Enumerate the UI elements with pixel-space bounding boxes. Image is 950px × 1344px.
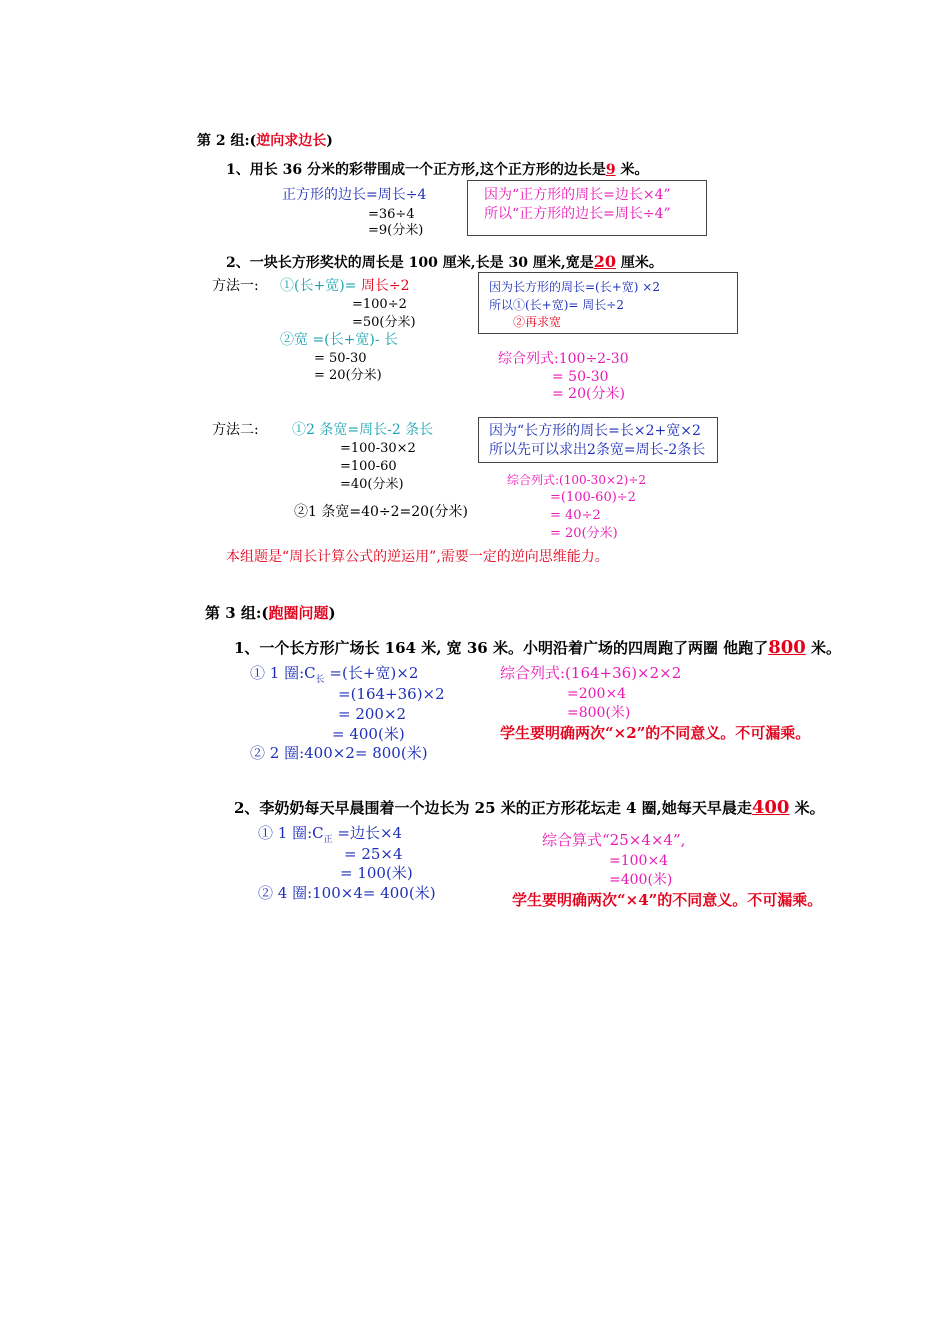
- group3-heading-suffix: ): [328, 604, 336, 622]
- g2-p2-question: [226, 254, 663, 270]
- g3-p1-combined2: =200×4: [567, 686, 627, 702]
- g2-m1-note1: 因为长方形的周长=(长+宽) ×2: [489, 280, 660, 294]
- g3-p1-line3: = 200×2: [338, 705, 407, 723]
- g2-m2-line4: =40(分米): [340, 477, 404, 492]
- g3-p1-combined1: 综合列式:(164+36)×2×2: [500, 664, 682, 682]
- g2-p2-answer: 20: [593, 252, 616, 271]
- g3-p2-question-a: 2、李奶奶每天早晨围着一个边长为 25 米的正方形花坛走 4 圈,她每天早晨走: [234, 799, 752, 817]
- g2-p1-question-b: 米。: [615, 162, 649, 178]
- g2-m1-combined2: = 50-30: [552, 369, 609, 385]
- g2-m2-note2: 所以先可以求出2条宽=周长-2条长: [489, 442, 706, 458]
- g3-p1-line1a: ① 1 圈:C: [250, 664, 316, 682]
- g3-p2-combined3: =400(米): [609, 872, 673, 888]
- group2-heading-suffix: ): [326, 133, 333, 149]
- g3-p2-line1b: =边长×4: [332, 824, 403, 842]
- g3-p2-line2: = 25×4: [344, 845, 403, 863]
- group3-heading-topic: 跑圈问题: [268, 604, 329, 622]
- g3-p1-question-b: 米。: [805, 639, 841, 657]
- g2-m1-combined3: = 20(分米): [552, 386, 625, 402]
- group2-heading-prefix: 第 2 组:(: [197, 133, 257, 149]
- g3-p1-question: [234, 639, 841, 657]
- g2-m1-note2: 所以①(长+宽)= 周长÷2: [489, 298, 624, 312]
- group2-heading-topic: 逆向求边长: [256, 133, 327, 149]
- g2-m1-note-box: [478, 272, 738, 334]
- g3-p2-answer: 400: [751, 797, 790, 818]
- g2-p1-question-a: 1、用长 36 分米的彩带围成一个正方形,这个正方形的边长是: [226, 162, 606, 178]
- g2-m1-line1a: ①(长+宽)=: [280, 278, 361, 294]
- g2-m2-combined3: = 40÷2: [550, 508, 601, 523]
- g3-p2-line1: [258, 826, 402, 845]
- g3-p1-line1: [250, 666, 418, 685]
- g2-m1-line5: = 50-30: [314, 351, 367, 366]
- g3-p2-question: [234, 799, 825, 817]
- group3-heading: [205, 606, 336, 621]
- g2-m2-note-box: [478, 417, 718, 463]
- g3-p2-line3: = 100(米): [340, 864, 413, 882]
- g3-p1-line4: = 400(米): [332, 725, 405, 743]
- g3-p1-answer: 800: [768, 637, 806, 658]
- g2-p2-question-b: 厘米。: [615, 255, 663, 271]
- g3-p2-note: 学生要明确两次“×4”的不同意义。不可漏乘。: [512, 891, 823, 909]
- g3-p2-question-b: 米。: [789, 799, 825, 817]
- g2-p1-note-box: [467, 180, 707, 236]
- g2-p1-note2: 所以“正方形的边长=周长÷4”: [484, 206, 671, 222]
- g2-m1-line1: [280, 279, 409, 293]
- g2-p2-question-a: 2、一块长方形奖状的周长是 100 厘米,长是 30 厘米,宽是: [226, 255, 594, 271]
- g2-m1-line4: ②宽 =(长+宽)- 长: [280, 332, 399, 348]
- g2-p1-step2: =9(分米): [368, 223, 424, 238]
- g3-p1-line1b: =(长+宽)×2: [324, 664, 419, 682]
- g2-m1-combined1: 综合列式:100÷2-30: [498, 351, 629, 367]
- g2-p1-answer: 9: [605, 162, 616, 178]
- g3-p1-line1-sub: 长: [315, 675, 325, 685]
- g2-m1-label: 方法一:: [212, 278, 259, 294]
- g3-p1-line5: ② 2 圈:400×2= 800(米): [250, 744, 428, 762]
- g2-m2-line2: =100-30×2: [340, 441, 416, 456]
- group2-heading: [197, 134, 333, 148]
- g2-m1-line3: =50(分米): [352, 315, 416, 330]
- g2-m2-note1: 因为“长方形的周长=长×2+宽×2: [489, 423, 701, 439]
- g2-p1-note1: 因为“正方形的周长=边长×4”: [484, 187, 671, 203]
- g3-p2-line1-sub: 正: [323, 835, 333, 845]
- g2-m2-combined4: = 20(分米): [550, 526, 618, 541]
- g2-m2-line5: ②1 条宽=40÷2=20(分米): [294, 504, 469, 520]
- g2-m1-note3: ②再求宽: [513, 315, 562, 329]
- g2-m2-combined1: 综合列式:(100-30×2)÷2: [507, 473, 647, 487]
- g2-m2-label: 方法二:: [212, 422, 259, 438]
- g2-m2-combined2: =(100-60)÷2: [550, 490, 636, 505]
- g2-p1-step1: =36÷4: [368, 207, 415, 222]
- g3-p1-combined3: =800(米): [567, 705, 631, 721]
- g2-m1-line2: =100÷2: [352, 297, 407, 312]
- g3-p2-combined2: =100×4: [609, 853, 669, 869]
- g2-p1-question: [226, 163, 648, 177]
- g3-p1-note: 学生要明确两次“×2”的不同意义。不可漏乘。: [500, 724, 811, 742]
- g3-p2-line1a: ① 1 圈:C: [258, 824, 324, 842]
- group3-heading-prefix: 第 3 组:(: [205, 604, 269, 622]
- g2-m2-line1: ①2 条宽=周长-2 条长: [292, 422, 434, 438]
- g3-p2-combined1: 综合算式“25×4×4”,: [542, 831, 686, 849]
- g2-p1-formula: 正方形的边长=周长÷4: [282, 187, 427, 203]
- g3-p1-line2: =(164+36)×2: [338, 685, 445, 703]
- g2-m1-line6: = 20(分米): [314, 368, 382, 383]
- g3-p2-line4: ② 4 圈:100×4= 400(米): [258, 884, 436, 902]
- g2-summary: 本组题是“周长计算公式的逆运用”,需要一定的逆向思维能力。: [226, 549, 609, 565]
- g3-p1-question-a: 1、一个长方形广场长 164 米, 宽 36 米。小明沿着广场的四周跑了两圈 他跑了: [234, 639, 769, 657]
- g2-m2-line3: =100-60: [340, 459, 397, 474]
- g2-m1-line1b: 周长÷2: [360, 278, 410, 294]
